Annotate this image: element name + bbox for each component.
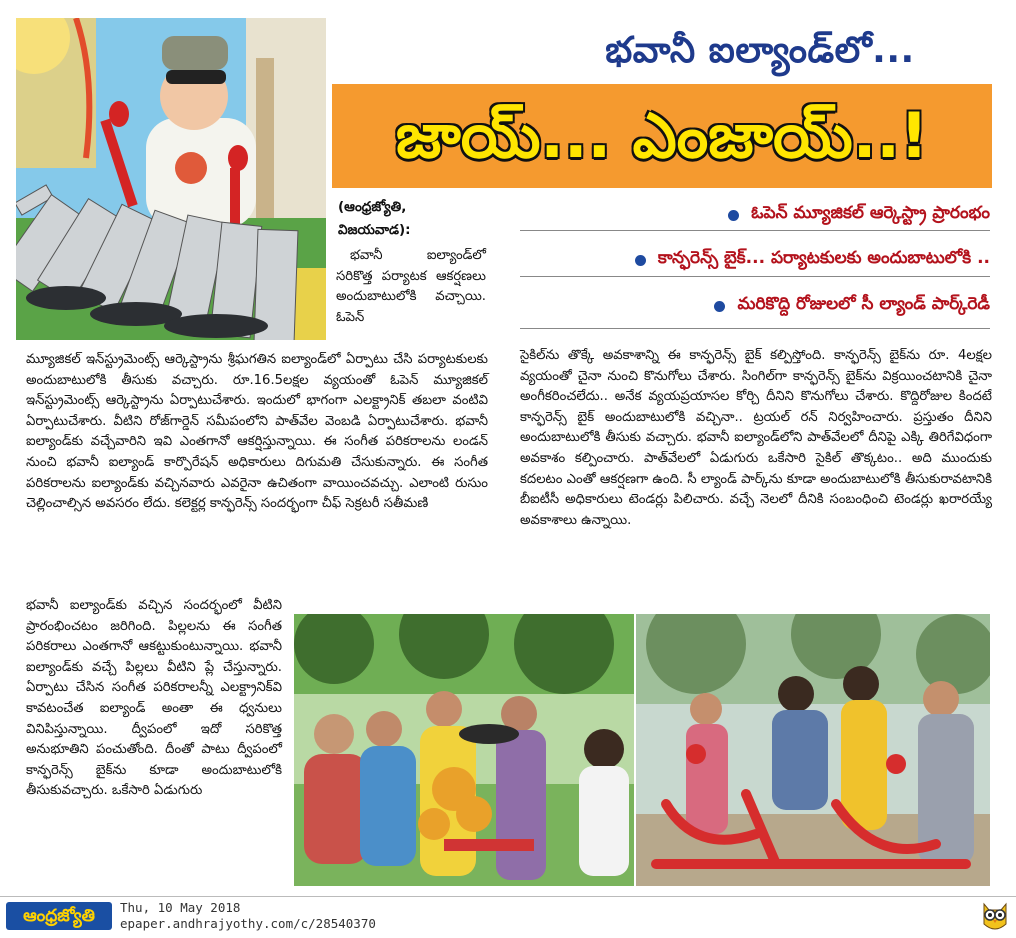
headline-kicker: భవానీ ఐల్యాండ్‌లో... — [605, 30, 915, 71]
footer-divider — [0, 896, 1016, 897]
article-paragraph: భవానీ ఐల్యాండ్‌లో సరికొత్త పర్యాటక ఆకర్షణలు అందుబాటులోకి వచ్చాయి. ఓపెన్ — [336, 248, 486, 325]
dateline — [338, 196, 478, 242]
dateline-city: విజయవాడ): — [338, 222, 411, 238]
article-column-narrow — [336, 246, 486, 328]
subhead-1 — [728, 203, 990, 227]
subhead-2-text: కాన్ఫరెన్స్ బైక్... పర్యాటకులకు అందుబాటులోకి .. — [657, 248, 990, 268]
article-paragraph: మ్యూజికల్ ఇన్‌స్ట్రుమెంట్స్ ఆర్కెస్ట్రాను శ్రీఘగతిన ఐల్యాండ్‌లో ఏర్పాటు చేసి పర్యాటకులకు అందుబాటులోకి తీసుకు వచ్చారు. రూ.16.5లక్షల వ్యయంతో ఓపెన్ మ్యూజికల్ ఇన్‌స్ట్రుమెంట్స్ ఆర్కెస్ట్రాను ఏర్పాటుచేశారు. ఇందులో భాగంగా ఎలక్ట్రానిక్ తబలా వంటివి ఏర్పాటుచేశారు. వీటిని రోజ్‌గార్డెన్ సమీపంలోని పాత్‌వేల వెంబడి ఏర్పాటుచేశారు. భవానీ ఐల్యాండ్‌కు వచ్చేవారిని ఇవి ఎంతగానో ఆకర్షిస్తున్నాయి. ఈ సంగీత పరికరాలను లండన్ నుంచి భవానీ ఐల్యాండ్ కార్పొరేషన్ అధికారులు దిగుమతి చేసుకున్నారు. ఈ సంగీత పరికరాలను ఐల్యాండ్‌కు వచ్చినవారు ఎవరైనా ఉచితంగా వాయించవచ్చు. ఎలాంటి రుసుం చెల్లించాల్సిన అవసరం లేదు. కలెక్టర్ల కాన్ఫరెన్స్ సందర్భంగా చీఫ్ సెక్రటరీ సతీమణి — [26, 352, 488, 512]
subhead-divider — [520, 276, 990, 277]
bullet-icon — [714, 301, 725, 312]
article-column-wide — [26, 350, 488, 515]
owl-icon[interactable] — [980, 898, 1010, 934]
footer-url[interactable]: epaper.andhrajyothy.com/c/28540370 — [120, 916, 376, 931]
bullet-icon — [635, 255, 646, 266]
photo-children-group — [294, 614, 634, 886]
article-paragraph: భవానీ ఐల్యాండ్‌కు వచ్చిన సందర్భంలో వీటిని ప్రారంభించటం జరిగింది. పిల్లలను ఈ సంగీత పరికరాలు ఎంతగానో ఆకట్టుకుంటున్నాయి. భవానీ ఐల్యాండ్‌కు వచ్చే పిల్లలు వీటిని ప్లే చేస్తున్నారు. ఏర్పాటు చేసిన సంగీత పరికరాలన్నీ ఎలక్ట్రానిక్‌వి కావటంచేత ఐల్యాండ్ అంతా ఈ ధ్వనులు వినిపిస్తున్నాయి. ద్వీపంలో ఇదో సరికొత్త అనుభూతిని పంచుతోంది. దీంతో పాటు ద్వీపంలో కాన్ఫరెన్స్ బైక్‌ను కూడా అందుబాటులోకి తీసుకువచ్చారు. ఒకేసారి ఏడుగురు — [26, 598, 282, 799]
andhrajyothy-logo[interactable]: ఆంధ్రజ్యోతి — [6, 902, 112, 930]
article-column-left-lower — [26, 596, 282, 802]
photo-boy-xylophone — [16, 18, 326, 340]
article-paragraph: సైకిల్‌ను తొక్కే అవకాశాన్ని ఈ కాన్ఫరెన్స్ బైక్ కల్పిస్తోంది. కాన్ఫరెన్స్ బైక్‌ను రూ. 4లక్షల వ్యయంతో చైనా నుంచి కొనుగోలు చేశారు. సింగిల్‌గా కాన్ఫరెన్స్ బైక్‌ను విక్రయించటానికి చైనా అంగీకరించలేదు.. అనేక వ్యయప్రయాసల కోర్చి దీనిని కొనుగోలు చేశారు. కొద్దిరోజుల కిందటే కాన్ఫరెన్స్ బైక్ అందుబాటులోకి వచ్చినా.. ట్రయల్ రన్ నిర్వహించారు. ప్రస్తుతం దీనిని అందుబాటులోకి తీసుకు వచ్చారు. భవానీ ఐల్యాండ్‌లోని పాత్‌వేలలో దీనిపై ఎక్కి తిరిగేవిధంగా అవకాశం కల్పించారు. పాత్‌వేలలో ఏడుగురు ఒకేసారి సైకిల్ తొక్కటం.. అది ముందుకు కదలటం ఎంతో ఆకర్షణగా ఉంది. సీ ల్యాండ్ పార్క్‌ను కూడా అందుబాటులోకి తీసుకురావటానికి బీఐటీసీ అధికారులు టెండర్లు పిలిచారు. వచ్చే నెలలో దీనికి సంబంధించి టెండర్లు ఖరారయ్యే అవకాశాలు ఉన్నాయి. — [520, 348, 992, 528]
subhead-3-text: మరికొద్ది రోజులలో సీ ల్యాండ్ పార్క్‌రెడీ — [737, 294, 990, 314]
article-column-right — [520, 346, 992, 531]
subhead-divider — [520, 328, 990, 329]
footer-date: Thu, 10 May 2018 — [120, 900, 241, 915]
bullet-icon — [728, 210, 739, 221]
subhead-3 — [714, 294, 990, 318]
headline-title: జాయ్... ఎంజాయ్..! — [395, 99, 929, 172]
dateline-source: (ఆంధ్రజ్యోతి, — [338, 199, 407, 215]
subhead-1-text: ఓపెన్ మ్యూజికల్ ఆర్కెస్ట్రా ప్రారంభం — [751, 203, 990, 223]
subhead-divider — [520, 230, 990, 231]
subhead-2 — [635, 248, 990, 272]
photo-conference-bike — [636, 614, 990, 886]
